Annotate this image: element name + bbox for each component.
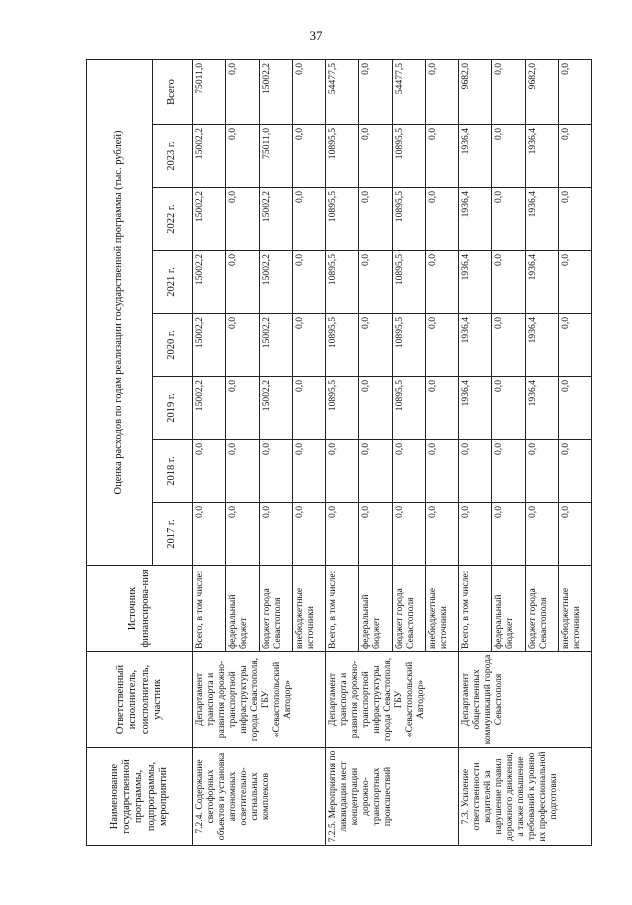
year-value: 0,0: [226, 440, 259, 503]
year-value: 0,0: [558, 503, 591, 566]
year-value: 1936,4: [525, 377, 558, 440]
year-value: 1936,4: [459, 251, 492, 314]
year-value: 75011,0: [259, 125, 292, 188]
total-value: 54477,5: [326, 59, 359, 124]
table-row: [326, 59, 359, 845]
year-value: 1936,4: [525, 188, 558, 251]
year-value: 0,0: [425, 377, 458, 440]
year-value: 15002,2: [193, 188, 226, 251]
year-value: 10895,5: [326, 125, 359, 188]
year-value: 0,0: [226, 251, 259, 314]
year-value: 0,0: [492, 440, 525, 503]
total-value: 0,0: [558, 59, 591, 124]
total-value: 9682,0: [459, 59, 492, 124]
year-value: 0,0: [292, 440, 325, 503]
year-value: 0,0: [226, 188, 259, 251]
total-value: 0,0: [292, 59, 325, 124]
year-value: 0,0: [558, 377, 591, 440]
total-value: 9682,0: [525, 59, 558, 124]
year-value: 15002,2: [193, 377, 226, 440]
funding-source: федеральный бюджет: [492, 566, 525, 652]
year-value: 0,0: [492, 188, 525, 251]
year-value: 10895,5: [392, 125, 425, 188]
year-value: 0,0: [326, 440, 359, 503]
year-value: 0,0: [359, 188, 392, 251]
year-value: 15002,2: [259, 314, 292, 377]
page-number: 37: [309, 28, 323, 43]
funding-source: Всего, в том числе:: [326, 566, 359, 652]
year-header: 2023 г.: [153, 125, 193, 188]
year-value: 0,0: [193, 440, 226, 503]
year-value: 15002,2: [193, 314, 226, 377]
year-value: 0,0: [292, 314, 325, 377]
measure-name: 7.2.4. Содержание светофорных объектов и установка автономных осветительно-сигнальных комплексов: [193, 748, 326, 846]
year-value: 0,0: [359, 251, 392, 314]
year-value: 0,0: [226, 314, 259, 377]
funding-source: Всего, в том числе:: [459, 566, 492, 652]
year-value: 1936,4: [459, 314, 492, 377]
year-value: 10895,5: [326, 251, 359, 314]
funding-source: бюджет города Севастополя: [525, 566, 558, 652]
measure-executor: Департамент транспорта и развития дорожно-транспортной инфраструктуры города Севастополя, ГБУ «Севастопольский Автодор»: [326, 652, 459, 748]
total-value: 54477,5: [392, 59, 425, 124]
funding-source: федеральный бюджет: [226, 566, 259, 652]
year-value: 0,0: [492, 314, 525, 377]
year-value: 1936,4: [525, 125, 558, 188]
year-value: 0,0: [359, 440, 392, 503]
year-value: 15002,2: [193, 251, 226, 314]
year-value: 0,0: [525, 503, 558, 566]
year-value: 0,0: [259, 440, 292, 503]
total-value: 15002,2: [259, 59, 292, 124]
measure-executor: Департамент транспорта и развития дорожно-транспортной инфраструктуры города Севастополя, ГБУ «Севастопольский Автодор»: [193, 652, 326, 748]
header-name: Наименование государственной программы, подпрограммы, мероприятий: [87, 748, 193, 846]
year-header: 2020 г.: [153, 314, 193, 377]
year-value: 0,0: [425, 125, 458, 188]
year-value: 0,0: [292, 188, 325, 251]
total-value: 0,0: [492, 59, 525, 124]
year-value: 0,0: [558, 251, 591, 314]
year-value: 0,0: [392, 503, 425, 566]
table-row: [193, 59, 226, 845]
year-value: 0,0: [359, 125, 392, 188]
year-value: 0,0: [492, 503, 525, 566]
year-value: 1936,4: [525, 314, 558, 377]
year-header: 2022 г.: [153, 188, 193, 251]
year-value: 1936,4: [459, 377, 492, 440]
year-value: 0,0: [226, 377, 259, 440]
year-value: 15002,2: [259, 188, 292, 251]
year-value: 0,0: [226, 125, 259, 188]
funding-source: внебюджетные источники: [558, 566, 591, 652]
rotated-table-container: [86, 60, 592, 846]
year-value: 0,0: [425, 314, 458, 377]
measure-executor: Департамент общественных коммуникаций города Севастополя: [459, 652, 592, 748]
year-value: 1936,4: [459, 188, 492, 251]
year-header: 2017 г.: [153, 503, 193, 566]
total-value: 0,0: [359, 59, 392, 124]
year-value: 0,0: [292, 125, 325, 188]
year-value: 0,0: [359, 503, 392, 566]
year-value: 10895,5: [392, 314, 425, 377]
year-value: 10895,5: [326, 314, 359, 377]
funding-source: федеральный бюджет: [359, 566, 392, 652]
total-value: 75011,0: [193, 59, 226, 124]
year-value: 10895,5: [326, 377, 359, 440]
year-value: 0,0: [558, 125, 591, 188]
year-value: 0,0: [558, 188, 591, 251]
year-value: 15002,2: [193, 125, 226, 188]
year-value: 1936,4: [459, 125, 492, 188]
year-value: 0,0: [492, 377, 525, 440]
year-value: 0,0: [292, 251, 325, 314]
year-value: 0,0: [193, 503, 226, 566]
funding-source: внебюджетные источники: [292, 566, 325, 652]
header-executor: Ответственный исполнитель, соисполнитель, участник: [87, 652, 193, 748]
funding-source: Всего, в том числе:: [193, 566, 226, 652]
year-value: 0,0: [425, 503, 458, 566]
year-value: 0,0: [492, 251, 525, 314]
table-row: [459, 59, 492, 845]
total-value: 0,0: [226, 59, 259, 124]
year-value: 0,0: [259, 503, 292, 566]
year-header: 2021 г.: [153, 251, 193, 314]
year-value: 0,0: [459, 503, 492, 566]
header-source: Источник финансирова-ния: [87, 566, 193, 652]
year-value: 0,0: [292, 503, 325, 566]
year-value: 0,0: [558, 440, 591, 503]
funding-source: бюджет города Севастополя: [259, 566, 292, 652]
measure-name: 7.2.5. Мероприятия по ликвидации мест концентрации дорожно-транспортных происшествий: [326, 748, 459, 846]
budget-table: [86, 59, 592, 846]
funding-source: бюджет города Севастополя: [392, 566, 425, 652]
year-value: 10895,5: [392, 251, 425, 314]
year-value: 0,0: [326, 503, 359, 566]
year-value: 0,0: [292, 377, 325, 440]
year-value: 15002,2: [259, 251, 292, 314]
year-value: 15002,2: [259, 377, 292, 440]
year-header: 2019 г.: [153, 377, 193, 440]
header-estimate: Оценка расходов по годам реализации государственной программы (тыс. рублей): [87, 59, 153, 565]
table-body: [193, 59, 592, 845]
year-value: 0,0: [558, 314, 591, 377]
year-value: 0,0: [425, 440, 458, 503]
year-value: 0,0: [359, 314, 392, 377]
year-value: 1936,4: [525, 251, 558, 314]
year-value: 10895,5: [392, 188, 425, 251]
year-value: 0,0: [226, 503, 259, 566]
year-value: 10895,5: [326, 188, 359, 251]
year-value: 0,0: [459, 440, 492, 503]
year-value: 0,0: [359, 377, 392, 440]
year-header: 2018 г.: [153, 440, 193, 503]
year-value: 0,0: [425, 188, 458, 251]
year-value: 0,0: [525, 440, 558, 503]
year-value: 0,0: [425, 251, 458, 314]
year-value: 0,0: [392, 440, 425, 503]
total-header: Всего: [153, 59, 193, 124]
funding-source: внебюджетные источники: [425, 566, 458, 652]
total-value: 0,0: [425, 59, 458, 124]
year-value: 0,0: [492, 125, 525, 188]
measure-name: 7.3. Усиление ответственности водителей за нарушение правил дорожного движения, а также повышение требований к уровню их профессиональной подготовки: [459, 748, 592, 846]
year-value: 10895,5: [392, 377, 425, 440]
